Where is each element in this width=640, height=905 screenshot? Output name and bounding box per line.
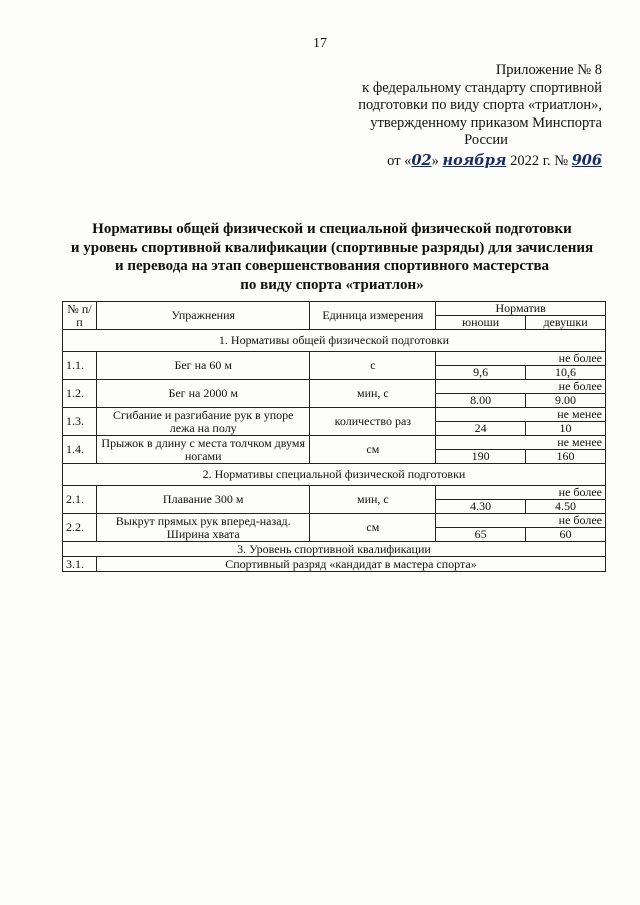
appendix-line: подготовки по виду спорта «триатлон»,: [358, 97, 602, 113]
title-line: и перевода на этап совершенствования спортивного мастерства: [114, 258, 550, 274]
row-num: 1.3.: [63, 408, 97, 436]
row-num: 2.2.: [63, 514, 97, 542]
appendix-line: к федеральному стандарту спортивной: [362, 79, 602, 96]
row-condition: не более: [436, 352, 606, 366]
title-line: и уровень спортивной квалификации (спортивные разряды) для зачисления: [70, 239, 594, 256]
title-line: Нормативы общей физической и специальной физической подготовки: [92, 221, 572, 237]
row-num: 1.4.: [63, 436, 97, 464]
row-girls-value: 4.50: [526, 500, 606, 514]
row-boys-value: 8.00: [436, 394, 526, 408]
row-condition: не более: [436, 486, 606, 500]
row-condition: не менее: [436, 436, 606, 450]
document-title: [56, 220, 608, 294]
row-unit: с: [310, 352, 436, 380]
section-heading: 3. Уровень спортивной квалификации: [63, 542, 606, 557]
row-boys-value: 9,6: [436, 366, 526, 380]
row-num: 3.1.: [63, 557, 97, 572]
header-num: № п/п: [63, 302, 97, 330]
header-boys: юноши: [436, 316, 526, 330]
row-unit: мин, с: [310, 486, 436, 514]
row-unit: см: [310, 436, 436, 464]
row-num: 1.2.: [63, 380, 97, 408]
row-condition: не менее: [436, 408, 606, 422]
row-exercise: Сгибание и разгибание рук в упоре лежа на полу: [96, 408, 310, 436]
section-heading: 1. Нормативы общей физической подготовки: [63, 330, 606, 352]
appendix-line: России: [464, 132, 508, 148]
row-unit: количество раз: [310, 408, 436, 436]
qualification-text: Спортивный разряд «кандидат в мастера спорта»: [96, 557, 605, 572]
title-line: по виду спорта «триатлон»: [240, 276, 424, 293]
handwritten-day: 02: [411, 151, 432, 169]
row-num: 1.1.: [63, 352, 97, 380]
row-girls-value: 160: [526, 450, 606, 464]
row-girls-value: 10,6: [526, 366, 606, 380]
row-unit: мин, с: [310, 380, 436, 408]
row-condition: не более: [436, 514, 606, 528]
row-boys-value: 24: [436, 422, 526, 436]
row-exercise: Плавание 300 м: [96, 486, 310, 514]
row-condition: не более: [436, 380, 606, 394]
page-number: 17: [313, 36, 327, 51]
norms-table: [62, 301, 606, 572]
row-girls-value: 60: [526, 528, 606, 542]
row-boys-value: 65: [436, 528, 526, 542]
appendix-line: утвержденному приказом Минспорта: [370, 114, 602, 131]
handwritten-order-number: 906: [571, 151, 602, 169]
row-exercise: Прыжок в длину с места толчком двумя ногами: [96, 436, 310, 464]
year-text: 2022 г. №: [510, 152, 569, 169]
header-unit: Единица измерения: [310, 302, 436, 330]
row-girls-value: 9.00: [526, 394, 606, 408]
row-girls-value: 10: [526, 422, 606, 436]
appendix-header: [330, 62, 602, 170]
header-exercise: Упражнения: [96, 302, 310, 330]
row-exercise: Выкрут прямых рук вперед-назад. Ширина хвата: [96, 514, 310, 542]
order-date-line: [330, 152, 602, 171]
date-prefix: от «: [387, 152, 412, 169]
section-heading: 2. Нормативы специальной физической подготовки: [63, 464, 606, 486]
row-exercise: Бег на 2000 м: [96, 380, 310, 408]
header-norm: Норматив: [436, 302, 606, 316]
row-boys-value: 190: [436, 450, 526, 464]
row-exercise: Бег на 60 м: [96, 352, 310, 380]
day-suffix: »: [431, 152, 439, 169]
row-num: 2.1.: [63, 486, 97, 514]
handwritten-month: ноября: [442, 151, 507, 169]
appendix-line: Приложение № 8: [495, 62, 602, 78]
header-girls: девушки: [526, 316, 606, 330]
row-unit: см: [310, 514, 436, 542]
row-boys-value: 4.30: [436, 500, 526, 514]
